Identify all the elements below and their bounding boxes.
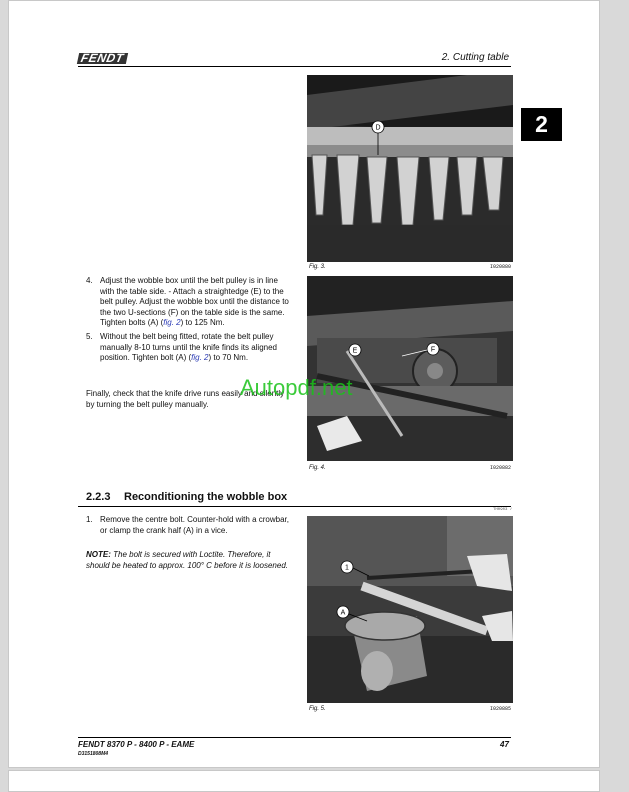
step-5 [86, 332, 289, 364]
fig3-label-d: D [375, 124, 381, 132]
step-4-text: Adjust the wobble box until the belt pulley is in line with the table side. - Attach a straightedge (E) to the belt pulley. Adjust the wobble box until the distance to the two U-sections (F) on the table side is the same. Tighten bolts (A) ( [100, 276, 289, 328]
figure-3-caption: Fig. 3. [309, 264, 326, 270]
figure-4-photo [307, 276, 513, 461]
figure-4-code: I020882 [490, 465, 512, 471]
page-number: 47 [500, 740, 509, 749]
step-4 [86, 276, 289, 329]
fig4-label-f: F [430, 346, 436, 354]
footer-doc-code: D3151808M4 [78, 751, 109, 757]
footer-rule [78, 737, 511, 738]
figure-4-caption: Fig. 4. [309, 465, 326, 471]
step-5-fig-link[interactable]: fig. 2 [191, 353, 209, 363]
fig5-label-a: A [340, 609, 346, 617]
section-rule [78, 506, 511, 507]
step-1 [86, 515, 289, 536]
figure-3-code: I020880 [490, 264, 512, 270]
watermark: Autopdf.net [240, 375, 353, 400]
figure-5-code: I020885 [490, 706, 512, 712]
figure-3-photo [307, 75, 513, 262]
step-1-text: Remove the centre bolt. Counter-hold with a crowbar, or clamp the crank half (A) in a vice. [100, 515, 289, 535]
step-4-text-end: ) to 125 Nm. [180, 318, 225, 328]
chapter-title: 2. Cutting table [441, 52, 509, 63]
fendt-logo: FENDT [77, 53, 128, 64]
note-text: The bolt is secured with Loctite. Therefore, it should be heated to approx. 100° C before it is loosened. [86, 550, 289, 570]
section-title: Reconditioning the wobble box [124, 491, 288, 503]
note-label: NOTE: [86, 550, 111, 559]
figure-5-photo [307, 516, 513, 703]
fig5-label-1: 1 [345, 564, 349, 572]
chapter-tab: 2 [521, 108, 562, 141]
note [86, 549, 289, 571]
step-5-text: Without the belt being fitted, rotate the belt pulley manually 8-10 turns until the knife finds its aligned position. Tighten bolt (A) ( [100, 331, 277, 363]
figure-5-caption: Fig. 5. [309, 706, 326, 712]
adjustment-steps [86, 276, 289, 367]
header-rule [78, 66, 511, 67]
recondition-steps [86, 515, 289, 539]
step-5-number: 5. [86, 331, 93, 341]
step-1-number: 1. [86, 515, 93, 524]
section-number: 2.2.3 [86, 491, 111, 503]
final-check-text: Finally, check that the knife drive runs easily and silently by turning the belt pulley manually. [86, 389, 285, 409]
fig4-label-e: E [352, 347, 358, 355]
step-5-text-end: ) to 70 Nm. [208, 353, 249, 363]
next-page-edge [8, 770, 600, 792]
step-4-number: 4. [86, 276, 93, 285]
footer-model: FENDT 8370 P - 8400 P - EAME [78, 740, 195, 749]
section-code: TH0903 / [493, 508, 513, 512]
section-heading [86, 491, 287, 503]
step-4-fig-link[interactable]: fig. 2 [163, 318, 181, 328]
